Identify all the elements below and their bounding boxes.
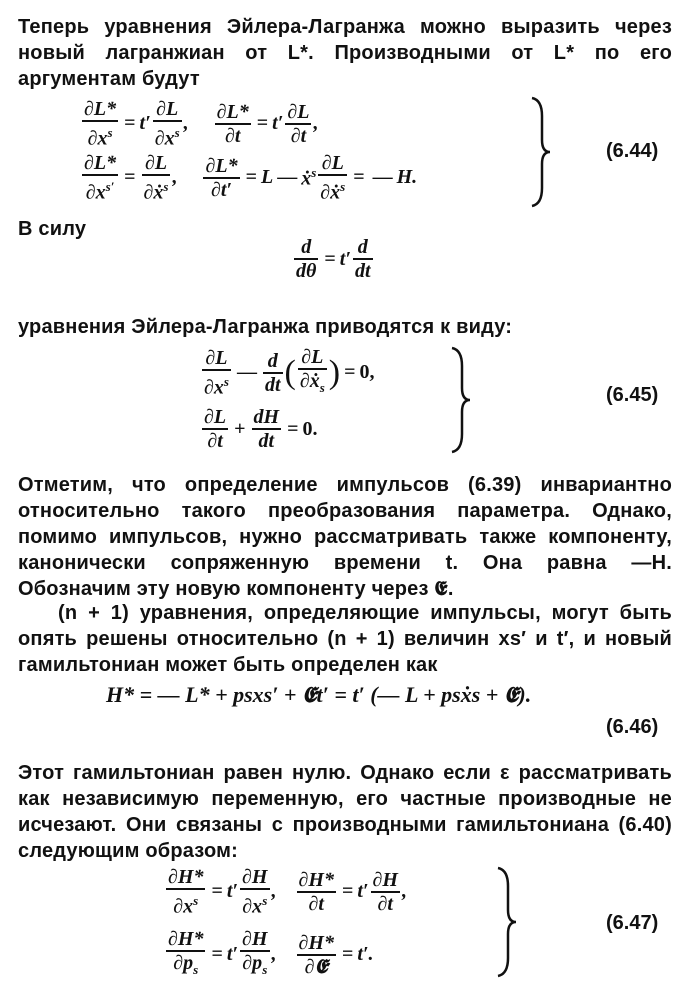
eq-6-47-line2: $\frac{\partial H*}{\partial p_s}$ = t′ $\frac{\partial H}{\partial p_s}$ , $\frac{\partial H*}{\text{∂𝕰}}$ = t′.	[168, 928, 374, 978]
eq-6-45-line1: $\frac{\partial L}{\partial x^s}$ — $\frac{d}{dt}$ ( $\frac{\partial L}{\partial ẋ_s}$ ) = 0,	[204, 346, 375, 399]
paragraph-intro: Теперь уравнения Эйлера-Лагранжа можно выразить через новый лагранжиан от L*. Производными от L* по его аргументам будут	[18, 16, 672, 90]
eq-6-46-body: H* = — L* + psxs′ + 𝕰t′ = t′ (— L + psẋs + 𝕰).	[106, 682, 532, 707]
paragraph-euler-lagrange: уравнения Эйлера-Лагранжа приводятся к виду:	[18, 316, 513, 338]
paragraph-impulses: Отметим, что определение импульсов (6.39) инвариантно относительно такого преобразования параметра. Однако, помимо импульсов, нужно рассматривать также компоненту, канонически сопряженную времени t. Она равна —H. Обозначим эту новую компоненту через 𝕰.	[18, 474, 672, 600]
paragraph-v-silu: В силу	[18, 218, 87, 240]
brace-6-45	[448, 346, 474, 454]
brace-6-47	[494, 866, 520, 978]
eq-derivative-theta: $\frac{d}{d\theta}$ = t′ $\frac{d}{dt}$	[296, 236, 371, 282]
paragraph-n-plus-1: (n + 1) уравнения, определяющие импульсы, могут быть опять решены относительно (n + 1) величин xs′ и t′, и новый гамильтониан может быть определен как	[18, 602, 672, 676]
eq-6-44-line2: $\frac{\partial L*}{\partial x^{s'}}$ = $\frac{\partial L}{\partial ẋ^s}$ , $\frac{\partial L*}{\partial t'}$ = L — ẋ$^s$ $\frac{\partial L}{\partial ẋ^s}$ = — H.	[84, 152, 418, 204]
equation-number-6-45: (6.45)	[606, 384, 659, 406]
brace-6-44	[528, 96, 554, 208]
eq-6-47-line1: $\frac{\partial H*}{\partial x^s}$ = t′ $\frac{\partial H}{\partial x^s}$ , $\frac{\partial H*}{\partial t}$ = t′ $\frac{\partial H}{\partial t}$ ,	[168, 866, 407, 918]
equation-number-6-44: (6.44)	[606, 140, 659, 162]
paragraph-hamiltonian-zero: Этот гамильтониан равен нулю. Однако если ε рассматривать как независимую переменную, его частные производные не исчезают. Они связаны с производными гамильтониана (6.40) следующим образом:	[18, 762, 672, 862]
equation-number-6-47: (6.47)	[606, 912, 659, 934]
eq-6-45-line2: $\frac{\partial L}{\partial t}$ + $\frac{dH}{dt}$ = 0.	[204, 406, 318, 452]
eq-6-44-line1: $\frac{\partial L*}{\partial x^s}$ = t′ $\frac{\partial L}{\partial x^s}$ , $\frac{\partial L*}{\partial t}$ = t′ $\frac{\partial L}{\partial t}$ ,	[84, 98, 319, 150]
equation-number-6-46: (6.46)	[606, 716, 659, 738]
